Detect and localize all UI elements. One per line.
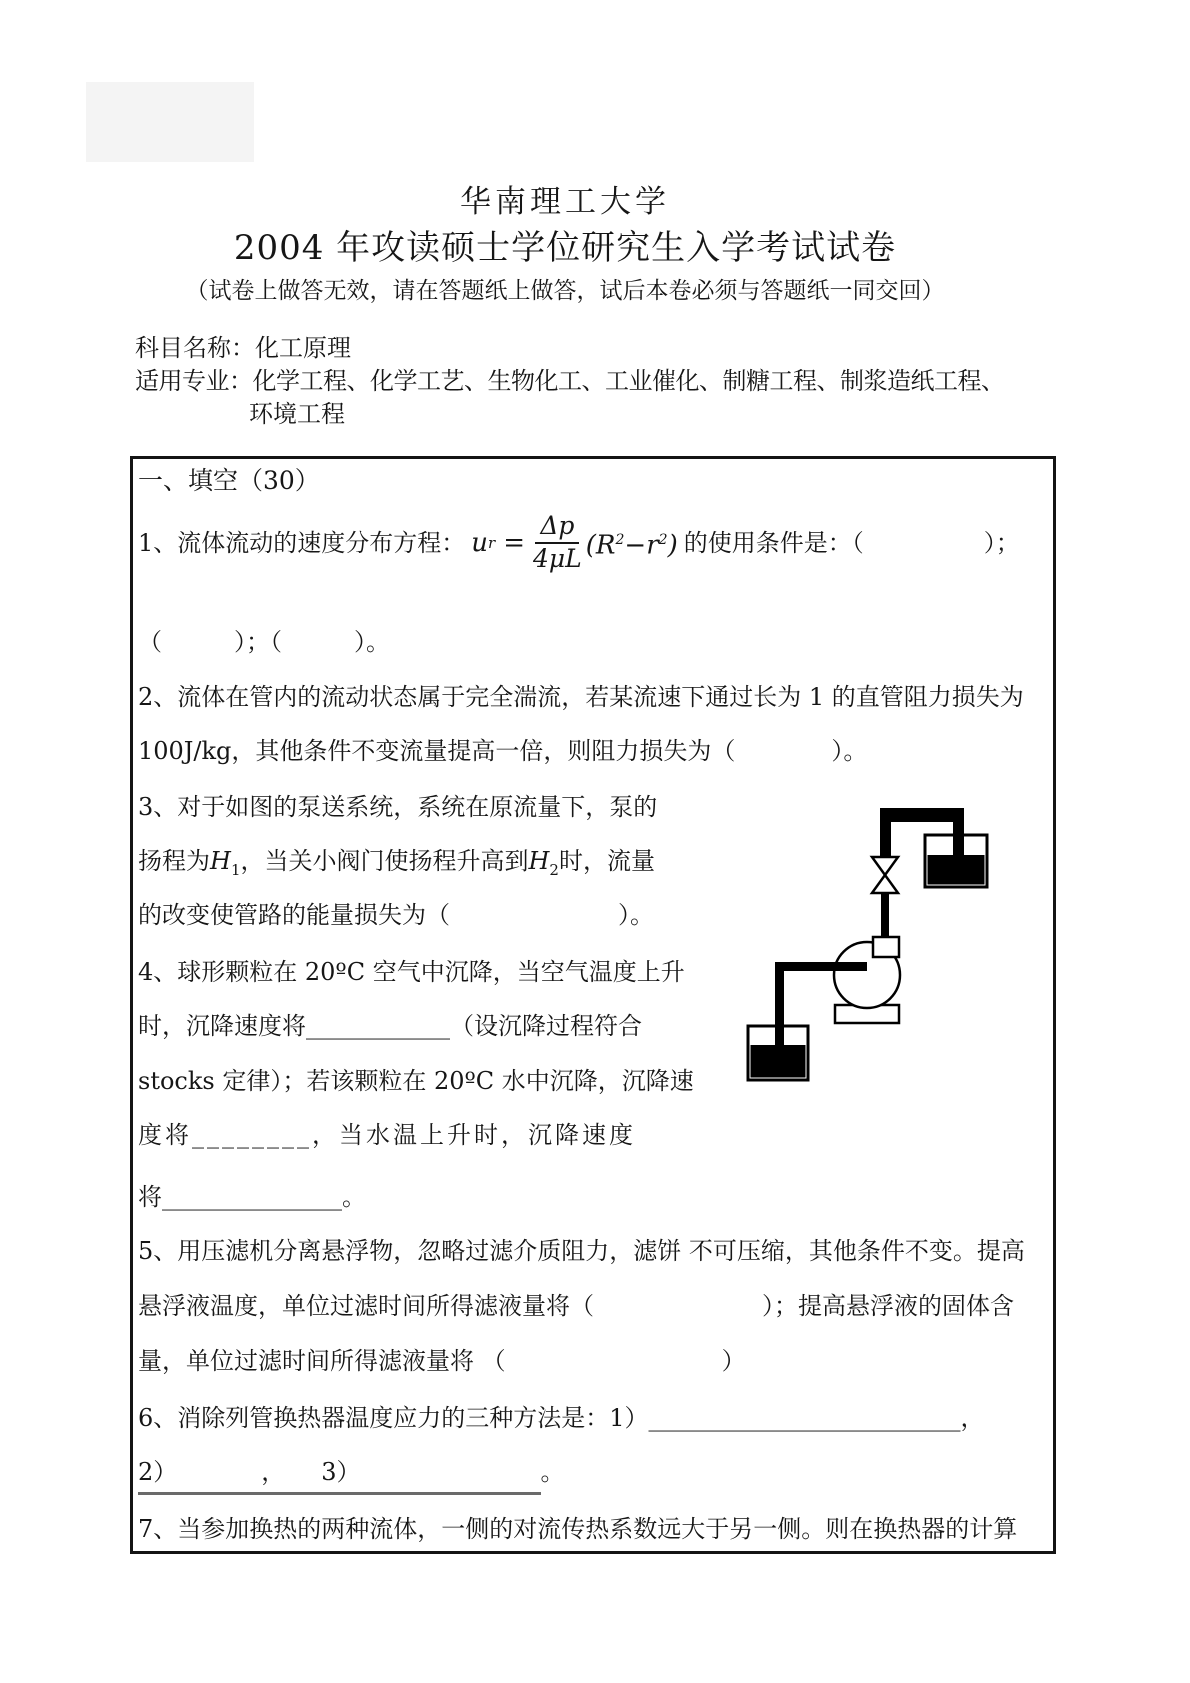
question-4-line-4: 度将________，当水温上升时，沉降速度 [138,1121,636,1149]
question-4-line-3: stocks 定律）；若该颗粒在 20ºC 水中沉降，沉降速 [138,1067,694,1095]
formula-equals: = [503,528,525,558]
formula-u-sub: r [488,534,496,552]
question-2-line-2: 100J/kg，其他条件不变流量提高一倍，则阻力损失为（ ）。 [138,737,868,765]
question-5-line-1: 5、用压滤机分离悬浮物，忽略过滤介质阻力，滤饼 不可压缩，其他条件不变。提高 [138,1237,1025,1265]
q1-suffix: 的使用条件是：（ ）； [683,529,1020,557]
fraction-numerator: Δp [535,512,579,544]
question-1-line-2: （ ）；（ ）。 [138,628,390,656]
pipe-valve-to-pump [881,893,889,937]
valve-icon [872,857,898,875]
suction-pipe-vertical [775,962,784,1050]
fraction-denominator: 4μL [533,544,582,573]
question-5-line-2: 悬浮液温度，单位过滤时间所得滤液量将（ ）；提高悬浮液的固体含 [138,1292,1014,1320]
velocity-profile-formula [471,512,677,574]
q6-underlined-blanks: 2） ， 3） [138,1455,541,1495]
section-heading: 一、填空（30） [138,466,320,495]
question-6-line-2: 2） ， 3） 。 [138,1455,565,1495]
majors-line-2: 环境工程 [249,400,345,428]
question-3-line-1: 3、对于如图的泵送系统，系统在原流量下，泵的 [138,793,658,821]
discharge-pipe-left-vertical [880,808,891,857]
question-4-line-5: 将_______________。 [138,1183,366,1211]
scan-artifact [86,82,254,162]
university-title: 华南理工大学 [460,184,670,220]
question-1-line-1 [138,500,1020,586]
question-5-line-3: 量，单位过滤时间所得滤液量将 （ ） [138,1347,746,1375]
pump-inlet-port [873,937,899,957]
subject-line: 科目名称：化工原理 [135,334,351,362]
exam-notice: （试卷上做答无效，请在答题纸上做答，试后本卷必须与答题纸一同交回） [185,278,945,304]
suction-pipe-horizontal [775,962,867,971]
question-4-line-2: 时，沉降速度将____________（设沉降过程符合 [138,1012,642,1040]
question-7-line-1: 7、当参加换热的两种流体，一侧的对流传热系数远大于另一侧。则在换热器的计算 [138,1515,1018,1543]
valve-icon-lower [872,875,898,893]
exam-title: 2004 年攻读硕士学位研究生入学考试试卷 [233,228,897,268]
q1-prefix: 1、流体流动的速度分布方程： [138,529,466,557]
question-4-line-1: 4、球形颗粒在 20ºC 空气中沉降，当空气温度上升 [138,958,685,986]
formula-u: u [471,528,489,558]
symbol-H1: H [210,847,231,875]
question-2-line-1: 2、流体在管内的流动状态属于完全湍流，若某流速下通过长为 1 的直管阻力损失为 [138,683,1024,711]
pump-system-diagram [698,793,998,1088]
majors-line-1: 适用专业：化学工程、化学工艺、生物化工、工业催化、制糖工程、制浆造纸工程、 [135,367,1005,395]
discharge-pipe-top [880,808,964,822]
question-3-line-3: 的改变使管路的能量损失为（ ）。 [138,901,654,929]
formula-fraction [533,512,582,574]
discharge-pipe-into-tank [953,808,964,870]
formula-parenthetical: $(R^2-r^2)$ [585,530,678,561]
symbol-H2: H [528,847,550,875]
question-3-line-2: 扬程为$H_1$，当关小阀门使扬程升高到$H_2$时，流量 [138,847,655,879]
question-6-line-1: 6、消除列管换热器温度应力的三种方法是：1）__________________________， [138,1404,985,1432]
